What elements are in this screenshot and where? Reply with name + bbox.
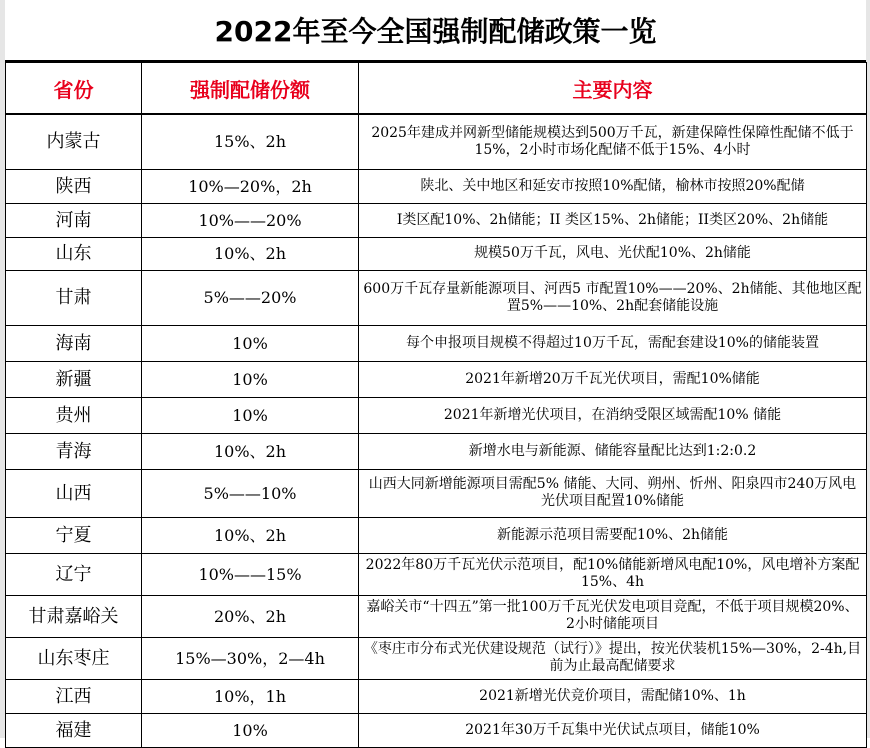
cell-province: 山东枣庄	[6, 637, 142, 679]
table-row	[6, 595, 867, 637]
cell-province: 甘肃嘉峪关	[6, 595, 142, 637]
header-share: 强制配储份额	[142, 63, 359, 115]
cell-share: 10%，1h	[142, 679, 359, 713]
cell-content: 2021年新增光伏项目，在消纳受限区域需配10% 储能	[359, 397, 867, 433]
table-row	[6, 237, 867, 270]
cell-content: 每个申报项目规模不得超过10万千瓦，需配套建设10%的储能装置	[359, 325, 867, 361]
cell-share: 10%	[142, 397, 359, 433]
cell-content: 嘉峪关市“十四五”第一批100万千瓦光伏发电项目竞配，不低于项目规模20%、2小时储能项目	[359, 595, 867, 637]
cell-content: I类区配10%、2h储能；II 类区15%、2h储能；II类区20%、2h储能	[359, 203, 867, 237]
cell-content: 2022年80万千瓦光伏示范项目，配10%储能新增风电配10%，风电增补方案配15%、4h	[359, 553, 867, 595]
header-content: 主要内容	[359, 63, 867, 115]
cell-share: 10%	[142, 361, 359, 397]
cell-province: 福建	[6, 713, 142, 747]
table-row	[6, 637, 867, 679]
cell-content: 新增水电与新能源、储能容量配比达到1:2:0.2	[359, 433, 867, 469]
cell-share: 5%——10%	[142, 469, 359, 517]
table-header-row	[6, 63, 867, 115]
cell-share: 20%、2h	[142, 595, 359, 637]
cell-province: 内蒙古	[6, 114, 142, 169]
cell-share: 10%、2h	[142, 433, 359, 469]
cell-share: 10%、2h	[142, 237, 359, 270]
cell-content: 《枣庄市分布式光伏建设规范（试行）》提出，按光伏装机15%—30%，2-4h,目前为止最高配储要求	[359, 637, 867, 679]
cell-content: 2021新增光伏竞价项目，需配储10%、1h	[359, 679, 867, 713]
table-row	[6, 713, 867, 747]
page-title: 2022年至今全国强制配储政策一览	[5, 0, 866, 62]
cell-share: 10%、2h	[142, 517, 359, 553]
cell-share: 15%—30%，2—4h	[142, 637, 359, 679]
cell-content: 2021年新增20万千瓦光伏项目，需配10%储能	[359, 361, 867, 397]
cell-province: 青海	[6, 433, 142, 469]
cell-province: 陕西	[6, 169, 142, 203]
cell-content: 山西大同新增能源项目需配5% 储能、大同、朔州、忻州、阳泉四市240万风电光伏项目配置10%储能	[359, 469, 867, 517]
cell-province: 海南	[6, 325, 142, 361]
cell-share: 10%——20%	[142, 203, 359, 237]
table-row	[6, 397, 867, 433]
cell-content: 2025年建成并网新型储能规模达到500万千瓦，新建保障性保障性配储不低于15%，2小时市场化配储不低于15%、4小时	[359, 114, 867, 169]
cell-share: 10%——15%	[142, 553, 359, 595]
cell-province: 新疆	[6, 361, 142, 397]
cell-province: 甘肃	[6, 270, 142, 325]
table-row	[6, 114, 867, 169]
table-row	[6, 433, 867, 469]
table-row	[6, 361, 867, 397]
table-row	[6, 203, 867, 237]
table-row	[6, 553, 867, 595]
cell-content: 新能源示范项目需要配10%、2h储能	[359, 517, 867, 553]
cell-share: 15%、2h	[142, 114, 359, 169]
cell-share: 10%	[142, 325, 359, 361]
table-row	[6, 679, 867, 713]
cell-province: 山东	[6, 237, 142, 270]
table-row	[6, 325, 867, 361]
cell-share: 10%—20%，2h	[142, 169, 359, 203]
cell-province: 山西	[6, 469, 142, 517]
cell-province: 贵州	[6, 397, 142, 433]
cell-content: 2021年30万千瓦集中光伏试点项目，储能10%	[359, 713, 867, 747]
cell-content: 规模50万千瓦，风电、光伏配10%、2h储能	[359, 237, 867, 270]
policy-table	[5, 62, 867, 748]
cell-province: 宁夏	[6, 517, 142, 553]
cell-content: 600万千瓦存量新能源项目、河西5 市配置10%——20%、2h储能、其他地区配置5%——10%、2h配套储能设施	[359, 270, 867, 325]
table-row	[6, 169, 867, 203]
cell-content: 陕北、关中地区和延安市按照10%配储，榆林市按照20%配储	[359, 169, 867, 203]
cell-province: 河南	[6, 203, 142, 237]
cell-share: 10%	[142, 713, 359, 747]
header-province: 省份	[6, 63, 142, 115]
cell-province: 江西	[6, 679, 142, 713]
cell-share: 5%——20%	[142, 270, 359, 325]
table-row	[6, 517, 867, 553]
table-row	[6, 270, 867, 325]
table-row	[6, 469, 867, 517]
cell-province: 辽宁	[6, 553, 142, 595]
